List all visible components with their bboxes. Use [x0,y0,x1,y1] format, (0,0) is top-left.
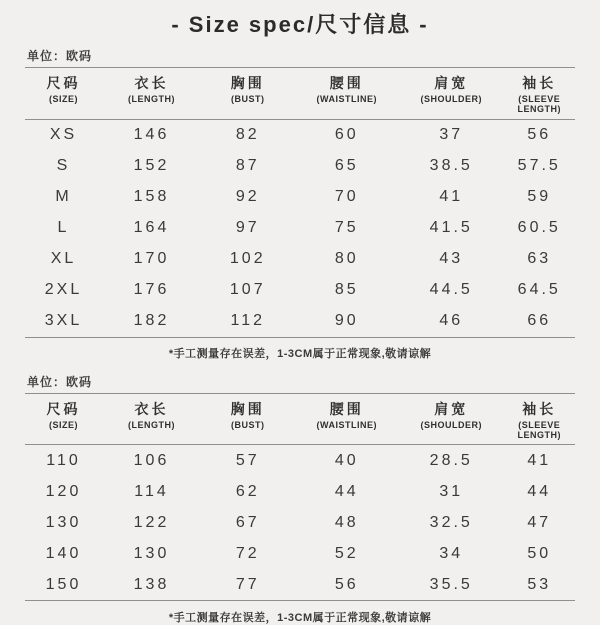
table-cell: 41 [527,451,552,469]
table-cell: 37 [439,126,464,144]
table-cell: 3XL [44,312,83,330]
table-row [25,538,575,569]
measurement-note: *手工测量存在误差，1-3CM属于正常现象,敬请谅解 [168,612,432,625]
table-row [25,244,575,275]
measurement-note: *手工测量存在误差，1-3CM属于正常现象,敬请谅解 [168,347,432,360]
table-row [25,213,575,244]
table-cell: 140 [45,544,82,562]
table-cell: 152 [133,157,170,175]
unit-label: 单位：欧码 [27,374,93,389]
table-cell: S [56,157,71,175]
table-cell: 130 [133,544,170,562]
table-cell: 38.5 [429,157,473,175]
table-cell: 63 [527,250,552,268]
table-cell: 80 [334,250,359,268]
table-cell: 28.5 [429,451,473,469]
table-cell: 57 [235,451,260,469]
size-table-kids-section [25,373,575,625]
table-cell: XS [49,126,78,144]
table-cell: 44 [334,482,359,500]
table-cell: 107 [229,281,266,299]
table-cell: 102 [229,250,266,268]
size-table-adult-section [25,47,575,361]
table-row [25,569,575,601]
table-row [25,182,575,213]
table-cell: 77 [235,575,260,593]
table-cell: 146 [133,126,170,144]
table-cell: 72 [235,544,260,562]
table-cell: 87 [235,157,260,175]
table-row [25,275,575,306]
column-header: 肩宽 (SHOULDER) [420,75,482,104]
table-row [25,151,575,182]
table-row [25,445,575,477]
table-cell: 112 [230,312,265,330]
column-header: 胸围 (BUST) [230,400,265,430]
table-cell: 138 [133,575,170,593]
size-table-adult [25,67,575,338]
table-cell: 56 [334,575,359,593]
table-cell: 41.5 [429,219,473,237]
page-title: - Size spec/尺寸信息 - [171,12,429,37]
table-cell: 35.5 [429,575,473,593]
table-cell: 62 [235,482,260,500]
table-cell: 75 [334,219,359,237]
table-cell: 48 [334,513,359,531]
table-cell: 85 [334,281,359,299]
column-header: 尺码 (SIZE) [46,400,81,430]
table-cell: 41 [439,188,464,206]
table-cell: 170 [133,250,170,268]
column-header: 衣长 (LENGTH) [128,400,175,430]
table-cell: 53 [527,575,552,593]
table-cell: L [57,219,70,237]
table-cell: 46 [439,312,464,330]
table-cell: 47 [527,513,552,531]
table-cell: XL [50,250,77,268]
column-header: 胸围 (BUST) [230,75,265,104]
table-cell: 59 [527,188,552,206]
size-table-kids [25,393,575,602]
table-cell: 66 [527,312,552,330]
header-row [25,393,575,445]
table-cell: 2XL [44,281,83,299]
header-row [25,68,575,120]
table-cell: 32.5 [429,513,473,531]
table-cell: M [55,188,72,206]
table-cell: 106 [133,451,170,469]
table-cell: 52 [334,544,359,562]
column-header: 袖长 (SLEEVE LENGTH) [517,400,561,441]
column-header: 尺码 (SIZE) [46,75,81,104]
table-cell: 31 [439,482,464,500]
table-cell: 182 [133,312,170,330]
table-cell: 34 [439,544,464,562]
table-cell: 64.5 [517,281,561,299]
table-cell: 43 [439,250,464,268]
column-header: 衣长 (LENGTH) [128,75,175,104]
table-cell: 57.5 [517,157,561,175]
table-cell: 110 [46,451,81,469]
table-cell: 90 [334,312,359,330]
table-cell: 97 [235,219,260,237]
table-cell: 65 [334,157,359,175]
table-cell: 56 [527,126,552,144]
table-cell: 70 [334,188,359,206]
column-header: 袖长 (SLEEVE LENGTH) [517,75,561,115]
column-header: 腰围 (WAISTLINE) [316,75,377,104]
table-cell: 122 [133,513,170,531]
table-cell: 114 [134,482,169,500]
table-row [25,476,575,507]
table-cell: 158 [133,188,170,206]
table-row [25,119,575,151]
table-cell: 176 [133,281,170,299]
table-row [25,507,575,538]
table-cell: 164 [133,219,170,237]
table-cell: 60 [334,126,359,144]
table-cell: 44.5 [429,281,473,299]
table-cell: 60.5 [517,219,561,237]
table-cell: 130 [45,513,82,531]
table-cell: 44 [527,482,552,500]
table-cell: 50 [527,544,552,562]
column-header: 肩宽 (SHOULDER) [420,400,482,430]
table-cell: 150 [45,575,82,593]
table-cell: 120 [45,482,82,500]
table-cell: 92 [235,188,260,206]
table-row [25,306,575,338]
table-cell: 40 [334,451,359,469]
table-cell: 82 [235,126,260,144]
column-header: 腰围 (WAISTLINE) [316,400,377,430]
unit-label: 单位：欧码 [27,49,93,63]
table-cell: 67 [235,513,260,531]
